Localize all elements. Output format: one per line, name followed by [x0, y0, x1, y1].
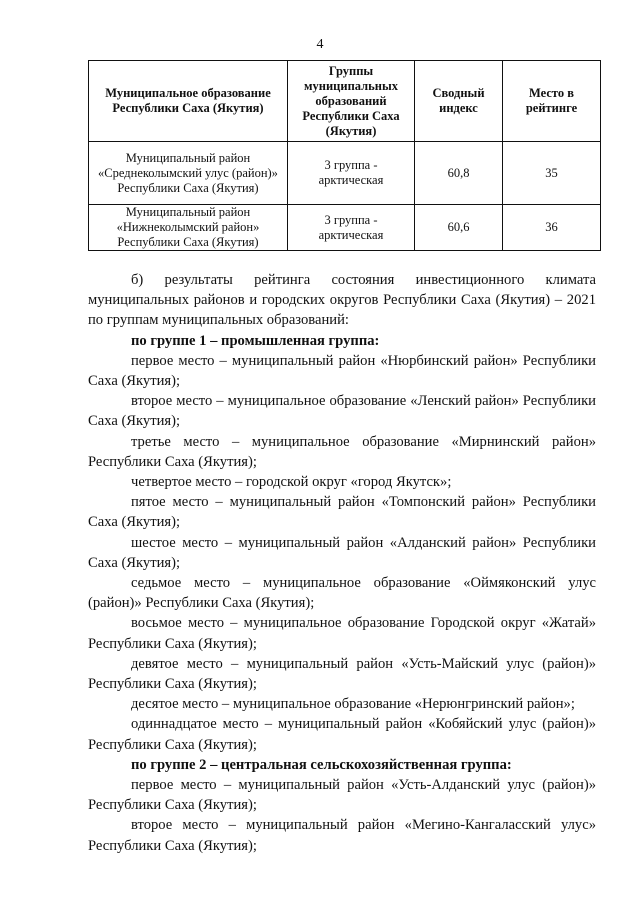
table-row — [89, 142, 601, 205]
list-item: пятое место – муниципальный район «Томпонский район» Республики Саха (Якутия); — [88, 494, 596, 531]
group-heading: по группе 2 – центральная сельскохозяйственная группа: — [131, 756, 512, 773]
list-item: шестое место – муниципальный район «Алданский район» Республики Саха (Якутия); — [88, 534, 596, 571]
list-item: второе место – муниципальный район «Мегино-Кангаласский улус» Республики Саха (Якутия); — [88, 817, 596, 854]
cell-rank: 36 — [503, 205, 601, 251]
list-item: седьмое место – муниципальное образование «Оймяконский улус (район)» Республики Саха (Якутия); — [88, 575, 596, 612]
table-row — [89, 205, 601, 251]
page-number: 4 — [316, 37, 324, 52]
list-item: второе место – муниципальное образование «Ленский район» Республики Саха (Якутия); — [88, 393, 596, 430]
list-item: четвертое место – городской округ «город Якутск»; — [131, 474, 452, 491]
list-item: первое место – муниципальный район «Нюрбинский район» Республики Саха (Якутия); — [88, 352, 596, 390]
header-index: Сводный индекс — [415, 61, 503, 142]
paragraph-intro: б) результаты рейтинга состояния инвестиционного климата муниципальных районов и городских округов Республики Саха (Якутия) – 2021 по группам муниципальных образований: — [88, 272, 596, 329]
group-heading: по группе 1 – промышленная группа: — [131, 332, 380, 349]
list-item: третье место – муниципальное образование «Мирнинский район» Республики Саха (Якутия); — [88, 433, 596, 470]
cell-index: 60,8 — [415, 142, 503, 205]
cell-index: 60,6 — [415, 205, 503, 251]
header-rank: Место в рейтинге — [503, 61, 601, 142]
list-item: десятое место – муниципальное образование «Нерюнгринский район»; — [131, 696, 575, 713]
cell-municipality: Муниципальный район «Среднеколымский улус (район)» Республики Саха (Якутия) — [89, 142, 288, 205]
cell-municipality: Муниципальный район «Нижнеколымский район» Республики Саха (Якутия) — [89, 205, 288, 251]
list-item: девятое место – муниципальный район «Усть-Майский улус (район)» Республики Саха (Якутия); — [88, 655, 596, 693]
cell-group: 3 группа - арктическая — [288, 142, 415, 205]
list-item: одиннадцатое место – муниципальный район «Кобяйский улус (район)» Республики Саха (Якутия); — [88, 716, 596, 753]
header-group: Группы муниципальных образований Республики Саха (Якутия) — [288, 61, 415, 142]
cell-rank: 35 — [503, 142, 601, 205]
header-municipality: Муниципальное образование Республики Саха (Якутия) — [89, 61, 288, 142]
cell-group: 3 группа - арктическая — [288, 205, 415, 251]
list-item: первое место – муниципальный район «Усть-Алданский улус (район)» Республики Саха (Якутия); — [88, 777, 596, 814]
table-header-row — [89, 61, 601, 142]
document-body — [88, 270, 596, 856]
list-item: восьмое место – муниципальное образование Городской округ «Жатай» Республики Саха (Якутия); — [88, 615, 596, 652]
rating-table — [88, 60, 601, 251]
